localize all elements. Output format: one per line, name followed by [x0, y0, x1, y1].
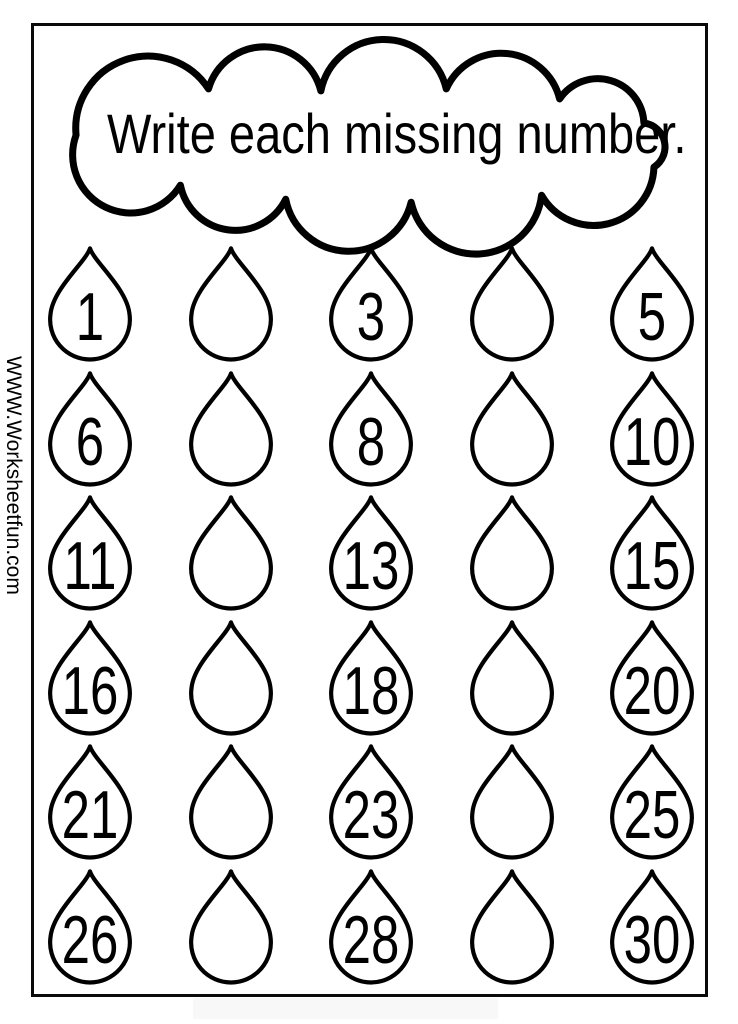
raindrop-missing	[470, 619, 554, 734]
drop-number: 8	[356, 403, 386, 480]
raindrop-missing	[470, 868, 554, 983]
raindrop	[329, 245, 413, 360]
raindrop-icon	[470, 494, 554, 609]
drop-number: 18	[342, 652, 400, 729]
instruction-text: Write each missing number.	[106, 102, 687, 165]
raindrop-missing	[189, 370, 273, 485]
drop-number: 10	[623, 403, 681, 480]
raindrop	[610, 370, 694, 485]
raindrop-icon	[189, 743, 273, 858]
drop-number: 30	[623, 901, 681, 978]
raindrop-missing	[189, 494, 273, 609]
drop-number: 5	[637, 279, 667, 355]
drop-number: 11	[63, 528, 117, 605]
raindrop-icon	[189, 868, 273, 983]
raindrop-grid	[48, 245, 694, 983]
raindrop	[48, 370, 132, 485]
raindrop-icon	[470, 619, 554, 734]
drop-number: 13	[342, 528, 400, 605]
raindrop	[48, 245, 132, 360]
raindrop-missing	[189, 619, 273, 734]
raindrop	[610, 868, 694, 983]
raindrop	[329, 370, 413, 485]
raindrop-icon	[470, 868, 554, 983]
raindrop	[329, 743, 413, 858]
raindrop-missing	[189, 245, 273, 360]
raindrop	[48, 494, 132, 609]
raindrop	[610, 494, 694, 609]
raindrop-icon	[189, 494, 273, 609]
drop-number: 23	[342, 777, 400, 854]
raindrop-missing	[470, 245, 554, 360]
raindrop-missing	[189, 868, 273, 983]
drop-number: 28	[342, 901, 400, 978]
raindrop	[610, 619, 694, 734]
raindrop-icon	[470, 743, 554, 858]
raindrop-missing	[189, 743, 273, 858]
raindrop	[610, 743, 694, 858]
raindrop	[610, 245, 694, 360]
drop-number: 20	[623, 652, 681, 729]
raindrop-missing	[470, 370, 554, 485]
raindrop-missing	[470, 743, 554, 858]
raindrop	[329, 868, 413, 983]
raindrop-icon	[470, 245, 554, 360]
drop-number: 1	[75, 279, 105, 355]
raindrop	[48, 743, 132, 858]
drop-number: 26	[61, 901, 119, 978]
raindrop-icon	[470, 370, 554, 485]
watermark-text: WWW.Worksheetfun.com	[2, 356, 25, 595]
instruction-banner	[58, 26, 687, 218]
raindrop	[329, 619, 413, 734]
raindrop-missing	[470, 494, 554, 609]
drop-number: 3	[356, 279, 386, 355]
drop-number: 6	[75, 403, 105, 480]
drop-number: 21	[61, 777, 119, 854]
raindrop	[329, 494, 413, 609]
drop-number: 16	[61, 652, 119, 729]
raindrop-icon	[189, 370, 273, 485]
raindrop-icon	[189, 619, 273, 734]
raindrop-icon	[189, 245, 273, 360]
drop-number: 25	[623, 777, 681, 854]
scan-artifact-strip	[193, 998, 498, 1019]
raindrop	[48, 619, 132, 734]
raindrop	[48, 868, 132, 983]
drop-number: 15	[623, 528, 681, 605]
